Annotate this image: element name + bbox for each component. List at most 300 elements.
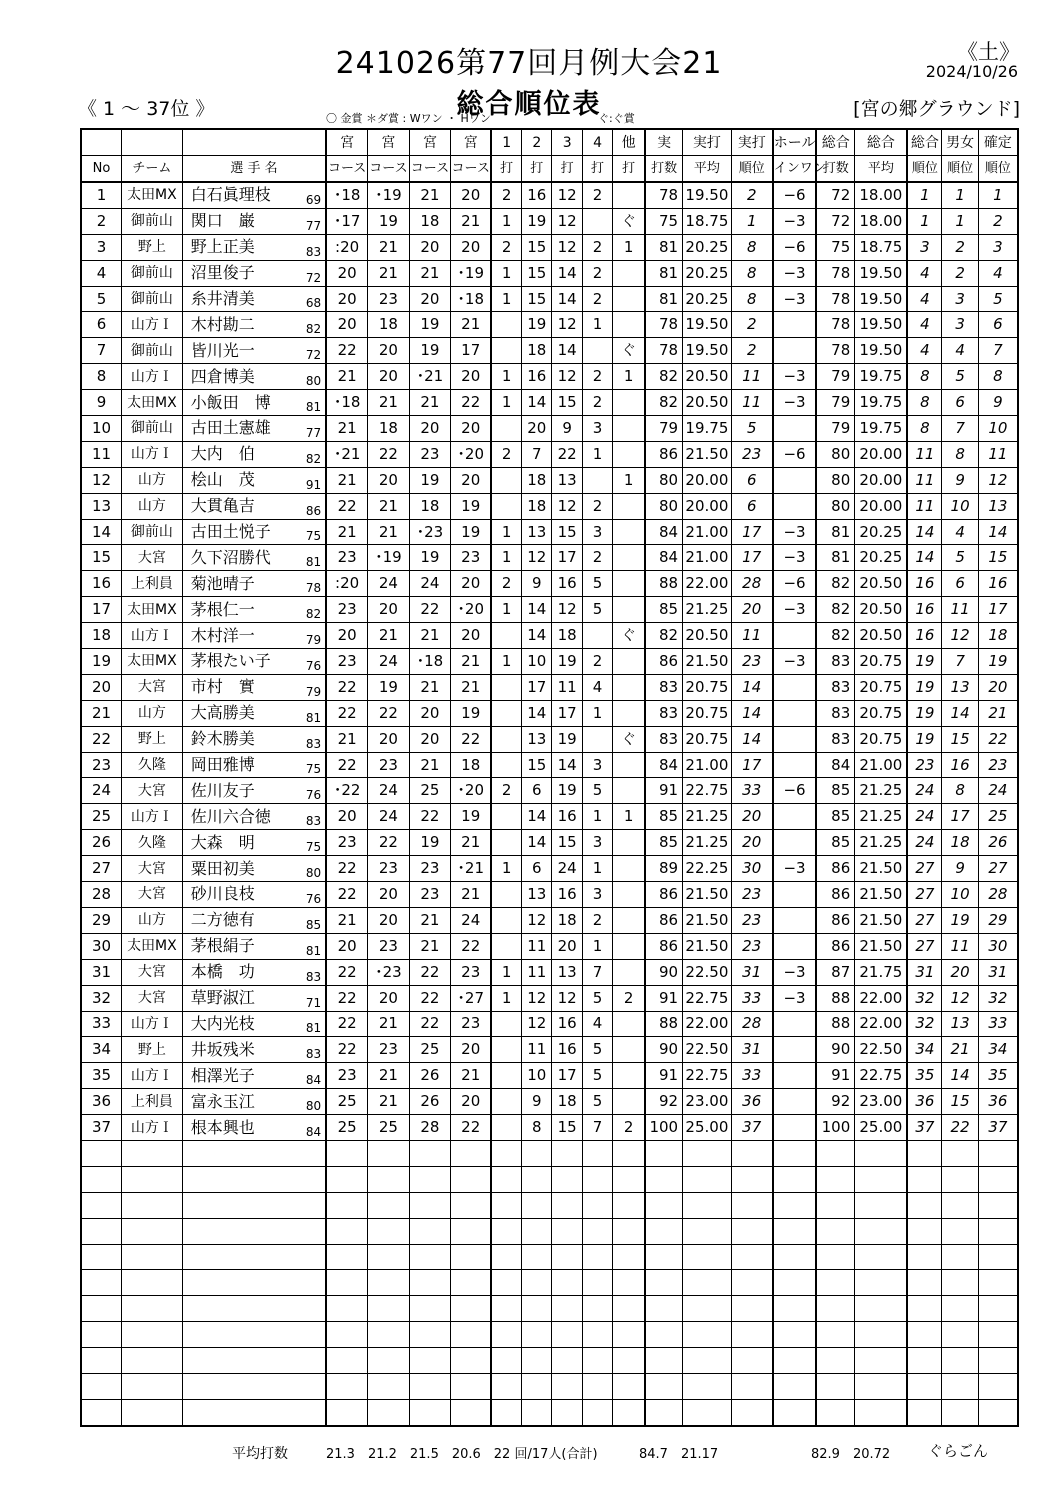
table-cell: 19 (522, 208, 552, 234)
table-cell: 20 (81, 674, 122, 700)
player-name: 小飯田 博 (190, 392, 271, 412)
table-cell: 19 (451, 700, 492, 726)
player-name-cell (182, 234, 326, 260)
table-cell: 20.00 (683, 493, 732, 519)
table-cell: 12 (552, 597, 582, 623)
table-cell: 5 (731, 416, 773, 442)
table-cell: 23 (409, 882, 451, 908)
table-cell: ぐ (613, 623, 645, 649)
table-cell: 19.75 (855, 390, 908, 416)
table-cell: 20 (409, 700, 451, 726)
table-cell: 4 (582, 674, 612, 700)
table-cell: 7 (582, 1115, 612, 1141)
table-cell: 88 (645, 1011, 682, 1037)
table-cell: 22 (326, 752, 368, 778)
empty-cell (731, 1373, 773, 1399)
table-cell: 20 (368, 338, 410, 364)
table-cell: 21.25 (683, 830, 732, 856)
column-header: 打 (552, 156, 582, 183)
player-name-cell (182, 597, 326, 623)
table-cell: 10 (978, 416, 1018, 442)
empty-cell (451, 1373, 492, 1399)
column-header: 他 (613, 129, 645, 156)
table-cell: 21 (409, 182, 451, 208)
player-name-cell (182, 338, 326, 364)
table-cell: 3 (582, 519, 612, 545)
table-cell: 27 (978, 856, 1018, 882)
table-cell: 4 (81, 260, 122, 286)
table-cell: 23.00 (855, 1089, 908, 1115)
table-cell: 7 (942, 649, 978, 675)
table-cell: 16 (907, 571, 941, 597)
player-name-cell (182, 830, 326, 856)
table-cell: 7 (522, 441, 552, 467)
table-cell: 4 (907, 260, 941, 286)
table-cell: 7 (978, 338, 1018, 364)
empty-cell (683, 1348, 732, 1374)
player-name: 野上正美 (190, 237, 255, 257)
table-cell: −6 (773, 234, 817, 260)
table-cell: 84 (816, 752, 854, 778)
table-cell: 21 (368, 1089, 410, 1115)
table-cell: 16 (552, 804, 582, 830)
empty-cell (613, 1140, 645, 1166)
table-cell: 7 (81, 338, 122, 364)
table-cell: ぐ (613, 726, 645, 752)
table-cell: 1 (491, 959, 521, 985)
table-cell: 太田MX (122, 390, 183, 416)
table-cell: 21 (81, 700, 122, 726)
empty-cell (368, 1322, 410, 1348)
table-cell: 22 (326, 959, 368, 985)
table-cell: 2 (582, 182, 612, 208)
table-cell: 16 (907, 623, 941, 649)
footer-total-average: 82.9 20.72 (811, 1447, 891, 1462)
table-cell: 19 (907, 674, 941, 700)
table-cell: 16 (552, 1011, 582, 1037)
table-cell: ･18 (409, 649, 451, 675)
empty-cell (978, 1218, 1018, 1244)
player-name-cell (182, 649, 326, 675)
table-row (81, 907, 1018, 933)
table-cell: 12 (552, 234, 582, 260)
table-cell (613, 778, 645, 804)
empty-cell (182, 1140, 326, 1166)
table-cell: 19.75 (855, 416, 908, 442)
table-cell: 2 (491, 778, 521, 804)
table-cell: 大宮 (122, 856, 183, 882)
table-cell: 13 (522, 882, 552, 908)
table-cell: 16 (552, 1037, 582, 1063)
table-cell: 86 (645, 441, 682, 467)
empty-cell (491, 1296, 521, 1322)
table-cell: 23 (731, 649, 773, 675)
table-cell: 20 (451, 1089, 492, 1115)
column-header: コース (368, 156, 410, 183)
empty-row (81, 1399, 1018, 1425)
table-cell (491, 416, 521, 442)
player-name-cell (182, 1089, 326, 1115)
table-cell: 12 (552, 208, 582, 234)
table-cell: 1 (81, 182, 122, 208)
table-cell: 4 (942, 519, 978, 545)
player-name-cell (182, 260, 326, 286)
table-cell: 5 (582, 778, 612, 804)
table-cell: 22 (326, 1037, 368, 1063)
table-cell: 18 (81, 623, 122, 649)
table-cell: 20 (451, 1037, 492, 1063)
weekday-label: 《土》 (957, 40, 1020, 64)
empty-cell (552, 1322, 582, 1348)
empty-cell (81, 1348, 122, 1374)
column-header: 3 (552, 129, 582, 156)
player-age: 80 (305, 1099, 322, 1114)
table-row (81, 234, 1018, 260)
table-cell (613, 1037, 645, 1063)
table-cell: 88 (645, 571, 682, 597)
empty-cell (907, 1348, 941, 1374)
table-cell: 13 (522, 519, 552, 545)
table-row (81, 804, 1018, 830)
table-cell: 19 (451, 804, 492, 830)
player-name: 市村 實 (190, 677, 255, 697)
empty-cell (81, 1399, 122, 1425)
table-cell: 20 (368, 985, 410, 1011)
table-cell: 17 (731, 519, 773, 545)
table-cell: ･19 (368, 182, 410, 208)
empty-row (81, 1140, 1018, 1166)
table-cell (491, 907, 521, 933)
table-cell: 22 (552, 441, 582, 467)
table-cell: 21 (409, 260, 451, 286)
table-cell (773, 1037, 817, 1063)
column-header: 打 (522, 156, 552, 183)
column-header: ホール (773, 129, 817, 156)
empty-cell (552, 1296, 582, 1322)
table-cell: 2 (582, 234, 612, 260)
table-cell: 17 (552, 545, 582, 571)
table-cell: 18 (368, 416, 410, 442)
player-name-cell (182, 726, 326, 752)
table-cell: 21.25 (855, 778, 908, 804)
table-cell: 10 (81, 416, 122, 442)
player-age: 72 (305, 270, 322, 285)
table-row (81, 856, 1018, 882)
table-cell: 8 (731, 286, 773, 312)
empty-cell (491, 1373, 521, 1399)
table-cell: 21 (451, 830, 492, 856)
table-cell: 11 (907, 467, 941, 493)
empty-cell (522, 1270, 552, 1296)
table-cell: 33 (731, 985, 773, 1011)
table-cell (491, 804, 521, 830)
column-header: 1 (491, 129, 521, 156)
empty-cell (613, 1399, 645, 1425)
player-age: 79 (305, 684, 322, 699)
table-cell: 1 (491, 985, 521, 1011)
table-cell: 21 (409, 752, 451, 778)
table-cell (613, 882, 645, 908)
table-cell: 22.00 (683, 571, 732, 597)
empty-cell (942, 1322, 978, 1348)
table-cell: 22 (978, 726, 1018, 752)
table-cell: 20 (731, 830, 773, 856)
player-name-cell (182, 907, 326, 933)
table-cell: 21.50 (855, 882, 908, 908)
empty-cell (942, 1140, 978, 1166)
table-cell: 25 (409, 778, 451, 804)
table-cell: 23 (326, 597, 368, 623)
table-cell: 20.50 (683, 390, 732, 416)
empty-cell (816, 1192, 854, 1218)
table-cell: 4 (942, 338, 978, 364)
column-header: 打数 (645, 156, 682, 183)
table-cell: 85 (816, 830, 854, 856)
table-cell: 80 (645, 493, 682, 519)
empty-cell (683, 1192, 732, 1218)
table-cell: 22.75 (855, 1063, 908, 1089)
empty-cell (731, 1192, 773, 1218)
header-row (81, 156, 1018, 183)
table-row (81, 312, 1018, 338)
table-cell: 78 (816, 286, 854, 312)
player-name: 古田土憲雄 (190, 418, 271, 438)
empty-cell (978, 1270, 1018, 1296)
table-row (81, 933, 1018, 959)
table-cell: 86 (645, 933, 682, 959)
table-cell: 1 (491, 597, 521, 623)
table-cell (773, 700, 817, 726)
table-cell: 21 (409, 907, 451, 933)
table-cell: 2 (582, 364, 612, 390)
empty-cell (326, 1296, 368, 1322)
empty-cell (451, 1244, 492, 1270)
table-cell: 15 (552, 830, 582, 856)
empty-cell (409, 1373, 451, 1399)
table-cell: 20 (451, 364, 492, 390)
table-cell: 山方Ｉ (122, 312, 183, 338)
table-cell: 21.25 (683, 804, 732, 830)
empty-cell (816, 1399, 854, 1425)
player-name-cell (182, 519, 326, 545)
table-cell: 11 (942, 933, 978, 959)
empty-cell (582, 1373, 612, 1399)
empty-cell (491, 1166, 521, 1192)
table-cell: 36 (907, 1089, 941, 1115)
table-cell (613, 1011, 645, 1037)
table-cell: 14 (552, 260, 582, 286)
table-cell: 14 (978, 519, 1018, 545)
player-age: 82 (305, 322, 322, 337)
table-cell: 15 (522, 234, 552, 260)
table-cell (773, 830, 817, 856)
empty-cell (645, 1140, 682, 1166)
table-cell: 14 (522, 804, 552, 830)
table-cell: 2 (613, 985, 645, 1011)
table-cell: −6 (773, 778, 817, 804)
table-cell: 21.50 (683, 933, 732, 959)
empty-cell (122, 1322, 183, 1348)
table-cell: 1 (731, 208, 773, 234)
empty-cell (409, 1218, 451, 1244)
empty-cell (582, 1140, 612, 1166)
table-cell: 21 (368, 260, 410, 286)
table-cell: 21 (409, 390, 451, 416)
table-cell: 21 (409, 933, 451, 959)
empty-cell (122, 1348, 183, 1374)
player-name-cell (182, 545, 326, 571)
table-cell: 28 (409, 1115, 451, 1141)
table-cell: 4 (907, 312, 941, 338)
table-cell: 84 (645, 752, 682, 778)
table-row (81, 182, 1018, 208)
player-age: 91 (305, 477, 322, 492)
table-cell: 6 (81, 312, 122, 338)
table-cell: 23 (368, 933, 410, 959)
player-age: 83 (305, 969, 322, 984)
player-name-cell (182, 856, 326, 882)
table-cell: 2 (942, 260, 978, 286)
player-name: 四倉博美 (190, 366, 255, 386)
table-cell: 24 (907, 830, 941, 856)
empty-cell (855, 1218, 908, 1244)
table-cell: 88 (816, 985, 854, 1011)
table-cell: 22 (451, 390, 492, 416)
table-cell: 5 (582, 1089, 612, 1115)
table-cell: 20.75 (855, 700, 908, 726)
empty-cell (731, 1140, 773, 1166)
empty-cell (582, 1166, 612, 1192)
table-cell: 1 (978, 182, 1018, 208)
table-cell: 御前山 (122, 286, 183, 312)
table-row (81, 260, 1018, 286)
table-cell: 25 (326, 1115, 368, 1141)
empty-cell (368, 1373, 410, 1399)
table-row (81, 208, 1018, 234)
table-cell: 1 (942, 182, 978, 208)
table-cell: 20 (451, 234, 492, 260)
table-cell: ･21 (451, 856, 492, 882)
empty-cell (907, 1166, 941, 1192)
table-cell: 81 (645, 286, 682, 312)
player-name-cell (182, 985, 326, 1011)
table-cell: 37 (907, 1115, 941, 1141)
table-row (81, 623, 1018, 649)
column-header: 順位 (907, 156, 941, 183)
table-cell: 9 (552, 416, 582, 442)
table-cell: 5 (582, 1063, 612, 1089)
empty-cell (907, 1192, 941, 1218)
table-cell: 12 (552, 364, 582, 390)
table-cell (613, 519, 645, 545)
table-cell: 22 (368, 830, 410, 856)
table-cell: 22 (326, 1011, 368, 1037)
table-cell: 大宮 (122, 985, 183, 1011)
table-cell: 78 (816, 312, 854, 338)
table-row (81, 416, 1018, 442)
table-cell: 12 (552, 182, 582, 208)
table-cell: 20.25 (683, 260, 732, 286)
column-header: 順位 (731, 156, 773, 183)
player-name-cell (182, 1063, 326, 1089)
table-cell: 20 (368, 467, 410, 493)
empty-cell (552, 1192, 582, 1218)
column-header: 総合 (816, 129, 854, 156)
table-cell: 大宮 (122, 959, 183, 985)
empty-cell (122, 1166, 183, 1192)
table-cell: 16 (552, 882, 582, 908)
player-name: 皆川光一 (190, 340, 255, 360)
table-cell (582, 467, 612, 493)
table-cell: 大宮 (122, 674, 183, 700)
table-cell: 83 (816, 726, 854, 752)
player-name: 茅根仁一 (190, 599, 255, 619)
table-row (81, 519, 1018, 545)
table-row (81, 649, 1018, 675)
empty-cell (451, 1399, 492, 1425)
player-age: 76 (305, 891, 322, 906)
table-cell: 13 (522, 726, 552, 752)
table-cell: 22 (326, 493, 368, 519)
table-cell: 22 (942, 1115, 978, 1141)
empty-cell (613, 1270, 645, 1296)
table-cell: 13 (81, 493, 122, 519)
table-cell: 21.50 (683, 882, 732, 908)
table-cell: 20 (451, 416, 492, 442)
table-cell: 22 (409, 985, 451, 1011)
table-cell: 13 (978, 493, 1018, 519)
table-cell: 13 (942, 674, 978, 700)
table-cell: 27 (907, 933, 941, 959)
table-row (81, 882, 1018, 908)
column-header: インワン (773, 156, 817, 183)
table-cell: 11 (552, 674, 582, 700)
empty-cell (816, 1348, 854, 1374)
table-cell: 82 (645, 364, 682, 390)
table-cell: 82 (645, 390, 682, 416)
table-cell: 83 (645, 674, 682, 700)
table-cell: 2 (491, 571, 521, 597)
table-cell: 15 (942, 726, 978, 752)
table-cell: 2 (582, 390, 612, 416)
player-age: 81 (305, 943, 322, 958)
table-cell: 81 (645, 234, 682, 260)
table-cell: 20 (368, 597, 410, 623)
player-name-cell (182, 1037, 326, 1063)
column-header (182, 129, 326, 156)
empty-cell (978, 1140, 1018, 1166)
table-cell (613, 441, 645, 467)
table-cell (491, 1037, 521, 1063)
table-cell (613, 856, 645, 882)
table-cell: 山方 (122, 467, 183, 493)
table-cell: 1 (582, 312, 612, 338)
table-cell: 31 (907, 959, 941, 985)
table-cell (613, 907, 645, 933)
table-cell: 29 (81, 907, 122, 933)
table-cell: 12 (552, 493, 582, 519)
table-cell: 23.00 (683, 1089, 732, 1115)
empty-cell (683, 1296, 732, 1322)
empty-cell (613, 1166, 645, 1192)
table-cell: 14 (731, 674, 773, 700)
table-cell: 11 (731, 364, 773, 390)
table-cell: 79 (816, 364, 854, 390)
empty-cell (182, 1192, 326, 1218)
table-cell: 20 (731, 597, 773, 623)
table-cell: 22 (409, 959, 451, 985)
table-cell: 20.75 (683, 726, 732, 752)
